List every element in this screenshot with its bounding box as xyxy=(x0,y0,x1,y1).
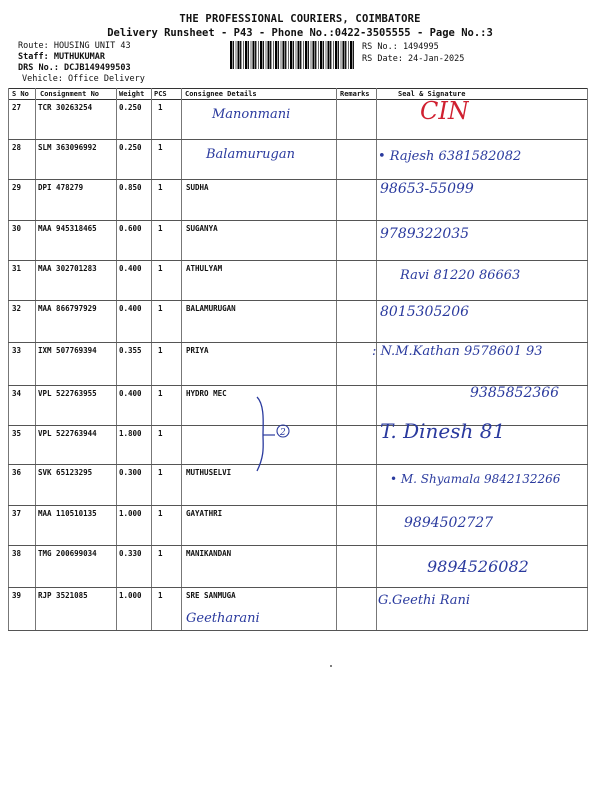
barcode-bar xyxy=(290,41,292,69)
barcode-bar xyxy=(305,41,307,69)
row-serial: 32 xyxy=(12,304,22,313)
row-weight: 1.000 xyxy=(119,591,142,600)
row-consignee: SUGANYA xyxy=(186,224,218,233)
barcode-bar xyxy=(350,41,352,69)
row-consignee: SUDHA xyxy=(186,183,209,192)
row-pcs: 1 xyxy=(158,143,163,152)
row-weight: 0.400 xyxy=(119,264,142,273)
barcode-bar xyxy=(266,41,267,69)
row-serial: 28 xyxy=(12,143,22,152)
barcode-image xyxy=(230,41,355,69)
row-pcs: 1 xyxy=(158,509,163,518)
table-column-divider xyxy=(35,88,36,630)
row-serial: 35 xyxy=(12,429,22,438)
route-label: Route: HOUSING UNIT 43 xyxy=(18,41,131,51)
row-pcs: 1 xyxy=(158,429,163,438)
row-weight: 0.355 xyxy=(119,346,142,355)
drs-label: DRS No.: DCJB149499503 xyxy=(18,63,131,73)
row-serial: 38 xyxy=(12,549,22,558)
barcode-bar xyxy=(303,41,304,69)
table-row-divider xyxy=(8,220,588,221)
row-pcs: 1 xyxy=(158,389,163,398)
row-weight: 0.600 xyxy=(119,224,142,233)
table-row-divider xyxy=(8,300,588,301)
col-header-weight: Weight xyxy=(119,90,145,98)
row-serial: 29 xyxy=(12,183,22,192)
handwritten-signature: G.Geethi Rani xyxy=(378,593,471,608)
handwritten-signature: 9894526082 xyxy=(427,557,529,576)
table-row-divider xyxy=(8,505,588,506)
row-serial: 33 xyxy=(12,346,22,355)
row-consignment-no: TMG 200699034 xyxy=(38,549,97,558)
barcode-bar xyxy=(330,41,331,69)
barcode-bar xyxy=(260,41,262,69)
staff-label: Staff: MUTHUKUMAR xyxy=(18,52,105,62)
row-weight: 1.800 xyxy=(119,429,142,438)
barcode-bar xyxy=(288,41,289,69)
handwritten-consignee: Balamurugan xyxy=(206,147,295,162)
row-consignment-no: VPL 522763955 xyxy=(38,389,97,398)
row-weight: 0.250 xyxy=(119,103,142,112)
barcode-bar xyxy=(320,41,322,69)
row-pcs: 1 xyxy=(158,264,163,273)
row-consignment-no: VPL 522763944 xyxy=(38,429,97,438)
row-pcs: 1 xyxy=(158,183,163,192)
table-column-divider xyxy=(181,88,182,630)
barcode-bar xyxy=(268,41,270,69)
barcode-bar xyxy=(285,41,286,69)
barcode-bar xyxy=(270,41,271,69)
row-consignment-no: MAA 302701283 xyxy=(38,264,97,273)
vehicle-label: Vehicle: Office Delivery xyxy=(22,74,145,84)
row-pcs: 1 xyxy=(158,304,163,313)
rs-block xyxy=(362,41,464,65)
handwritten-signature: 98653-55099 xyxy=(380,181,474,197)
handwritten-signature: • Rajesh 6381582082 xyxy=(378,149,522,164)
handwritten-signature: 9385852366 xyxy=(470,385,560,401)
row-consignment-no: SVK 65123295 xyxy=(38,468,93,477)
row-serial: 37 xyxy=(12,509,22,518)
barcode-bar xyxy=(348,41,349,69)
table-row-divider xyxy=(8,545,588,546)
row-consignment-no: MAA 945318465 xyxy=(38,224,97,233)
row-weight: 1.000 xyxy=(119,509,142,518)
row-weight: 0.300 xyxy=(119,468,142,477)
barcode-bar xyxy=(311,41,312,69)
row-consignment-no: IXM 507769394 xyxy=(38,346,97,355)
table-row-divider xyxy=(8,587,588,588)
row-weight: 0.250 xyxy=(119,143,142,152)
barcode-bar xyxy=(283,41,285,69)
barcode-bar xyxy=(233,41,234,69)
row-consignee: MUTHUSELVI xyxy=(186,468,232,477)
row-consignment-no: DPI 478279 xyxy=(38,183,84,192)
row-consignment-no: TCR 30263254 xyxy=(38,103,93,112)
barcode-bar xyxy=(248,41,249,69)
row-consignment-no: SLM 363096992 xyxy=(38,143,97,152)
table-column-divider xyxy=(376,88,377,630)
brace-mark xyxy=(255,395,305,475)
runsheet-subtitle: Delivery Runsheet - P43 - Phone No.:0422-3505555 - Page No.:3 xyxy=(107,27,493,39)
row-consignee: GAYATHRI xyxy=(186,509,223,518)
table-row-divider xyxy=(8,260,588,261)
row-serial: 31 xyxy=(12,264,22,273)
row-consignee: MANIKANDAN xyxy=(186,549,232,558)
handwritten-signature: Ravi 81220 86663 xyxy=(400,268,521,283)
table-row-divider xyxy=(8,179,588,180)
table-row-divider xyxy=(8,342,588,343)
barcode-bar xyxy=(323,41,324,69)
handwritten-signature: • M. Shyamala 9842132266 xyxy=(390,472,561,486)
row-pcs: 1 xyxy=(158,468,163,477)
table-row-divider xyxy=(8,630,588,631)
row-consignee: SRE SANMUGA xyxy=(186,591,236,600)
barcode-bar xyxy=(238,41,240,69)
row-serial: 27 xyxy=(12,103,22,112)
barcode-bar xyxy=(258,41,259,69)
row-weight: 0.400 xyxy=(119,304,142,313)
row-consignment-no: MAA 866797929 xyxy=(38,304,97,313)
col-header-seal: Seal & Signature xyxy=(398,90,466,98)
barcode-bar xyxy=(318,41,319,69)
stray-mark xyxy=(330,665,332,667)
row-consignee: HYDRO MEC xyxy=(186,389,227,398)
barcode-bar xyxy=(335,41,337,69)
handwritten-consignee: Geetharani xyxy=(186,611,260,626)
barcode-bar xyxy=(345,41,346,69)
meta-block xyxy=(18,41,145,85)
row-consignment-no: MAA 110510135 xyxy=(38,509,97,518)
document-title: THE PROFESSIONAL COURIERS, COIMBATORE xyxy=(179,13,421,25)
barcode-bar xyxy=(308,41,309,69)
col-header-pcs: PCS xyxy=(154,90,167,98)
row-consignee: PRIYA xyxy=(186,346,209,355)
row-serial: 39 xyxy=(12,591,22,600)
rs-date: RS Date: 24-Jan-2025 xyxy=(362,54,465,64)
barcode-bar xyxy=(253,41,255,69)
barcode-bar xyxy=(293,41,294,69)
barcode-bar xyxy=(328,41,330,69)
row-consignee: BALAMURUGAN xyxy=(186,304,236,313)
row-weight: 0.330 xyxy=(119,549,142,558)
handwritten-signature: CIN xyxy=(420,97,469,125)
handwritten-signature: T. Dinesh 81 xyxy=(380,419,506,443)
barcode-bar xyxy=(240,41,241,69)
row-pcs: 1 xyxy=(158,103,163,112)
barcode-bar xyxy=(300,41,301,69)
barcode-bar xyxy=(333,41,334,69)
barcode-bar xyxy=(263,41,264,69)
row-serial: 34 xyxy=(12,389,22,398)
barcode-bar xyxy=(281,41,282,69)
row-pcs: 1 xyxy=(158,224,163,233)
row-pcs: 1 xyxy=(158,346,163,355)
table-top-rule xyxy=(8,88,588,89)
row-pcs: 1 xyxy=(158,591,163,600)
barcode-bar xyxy=(230,41,232,69)
table-column-divider xyxy=(116,88,117,630)
barcode-bar xyxy=(313,41,315,69)
row-consignee: ATHULYAM xyxy=(186,264,223,273)
handwritten-consignee: Manonmani xyxy=(212,107,291,122)
col-header-consignment: Consignment No xyxy=(40,90,100,98)
barcode-bar xyxy=(251,41,252,69)
barcode-bar xyxy=(245,41,247,69)
row-consignment-no: RJP 3521085 xyxy=(38,591,88,600)
handwritten-signature: 9894502727 xyxy=(404,515,494,531)
table-row-divider xyxy=(8,139,588,140)
table-header-rule xyxy=(8,99,588,100)
handwritten-signature: 8015305206 xyxy=(380,304,470,320)
barcode-bar xyxy=(255,41,256,69)
handwritten-signature: : N.M.Kathan 9578601 93 xyxy=(372,344,543,359)
row-weight: 0.400 xyxy=(119,389,142,398)
barcode-bar xyxy=(353,41,354,69)
barcode-bar xyxy=(278,41,279,69)
barcode-bar xyxy=(243,41,244,69)
barcode-bar xyxy=(338,41,339,69)
barcode-bar xyxy=(275,41,277,69)
rs-number: RS No.: 1494995 xyxy=(362,42,439,52)
table-column-divider xyxy=(587,88,588,630)
table-column-divider xyxy=(336,88,337,630)
row-serial: 30 xyxy=(12,224,22,233)
row-pcs: 1 xyxy=(158,549,163,558)
row-weight: 0.850 xyxy=(119,183,142,192)
barcode-bar xyxy=(315,41,316,69)
barcode-bar xyxy=(296,41,297,69)
brace-number: 2 xyxy=(280,428,286,438)
barcode-bar xyxy=(341,41,342,69)
barcode-bar xyxy=(273,41,274,69)
col-header-consignee: Consignee Details xyxy=(185,90,257,98)
row-serial: 36 xyxy=(12,468,22,477)
barcode-bar xyxy=(343,41,345,69)
handwritten-signature: 9789322035 xyxy=(380,226,470,242)
table-column-divider xyxy=(151,88,152,630)
col-header-sno: S No xyxy=(12,90,29,98)
barcode-bar xyxy=(298,41,300,69)
barcode-bar xyxy=(326,41,327,69)
col-header-remarks: Remarks xyxy=(340,90,370,98)
table-left-border xyxy=(8,88,9,630)
barcode-bar xyxy=(236,41,237,69)
